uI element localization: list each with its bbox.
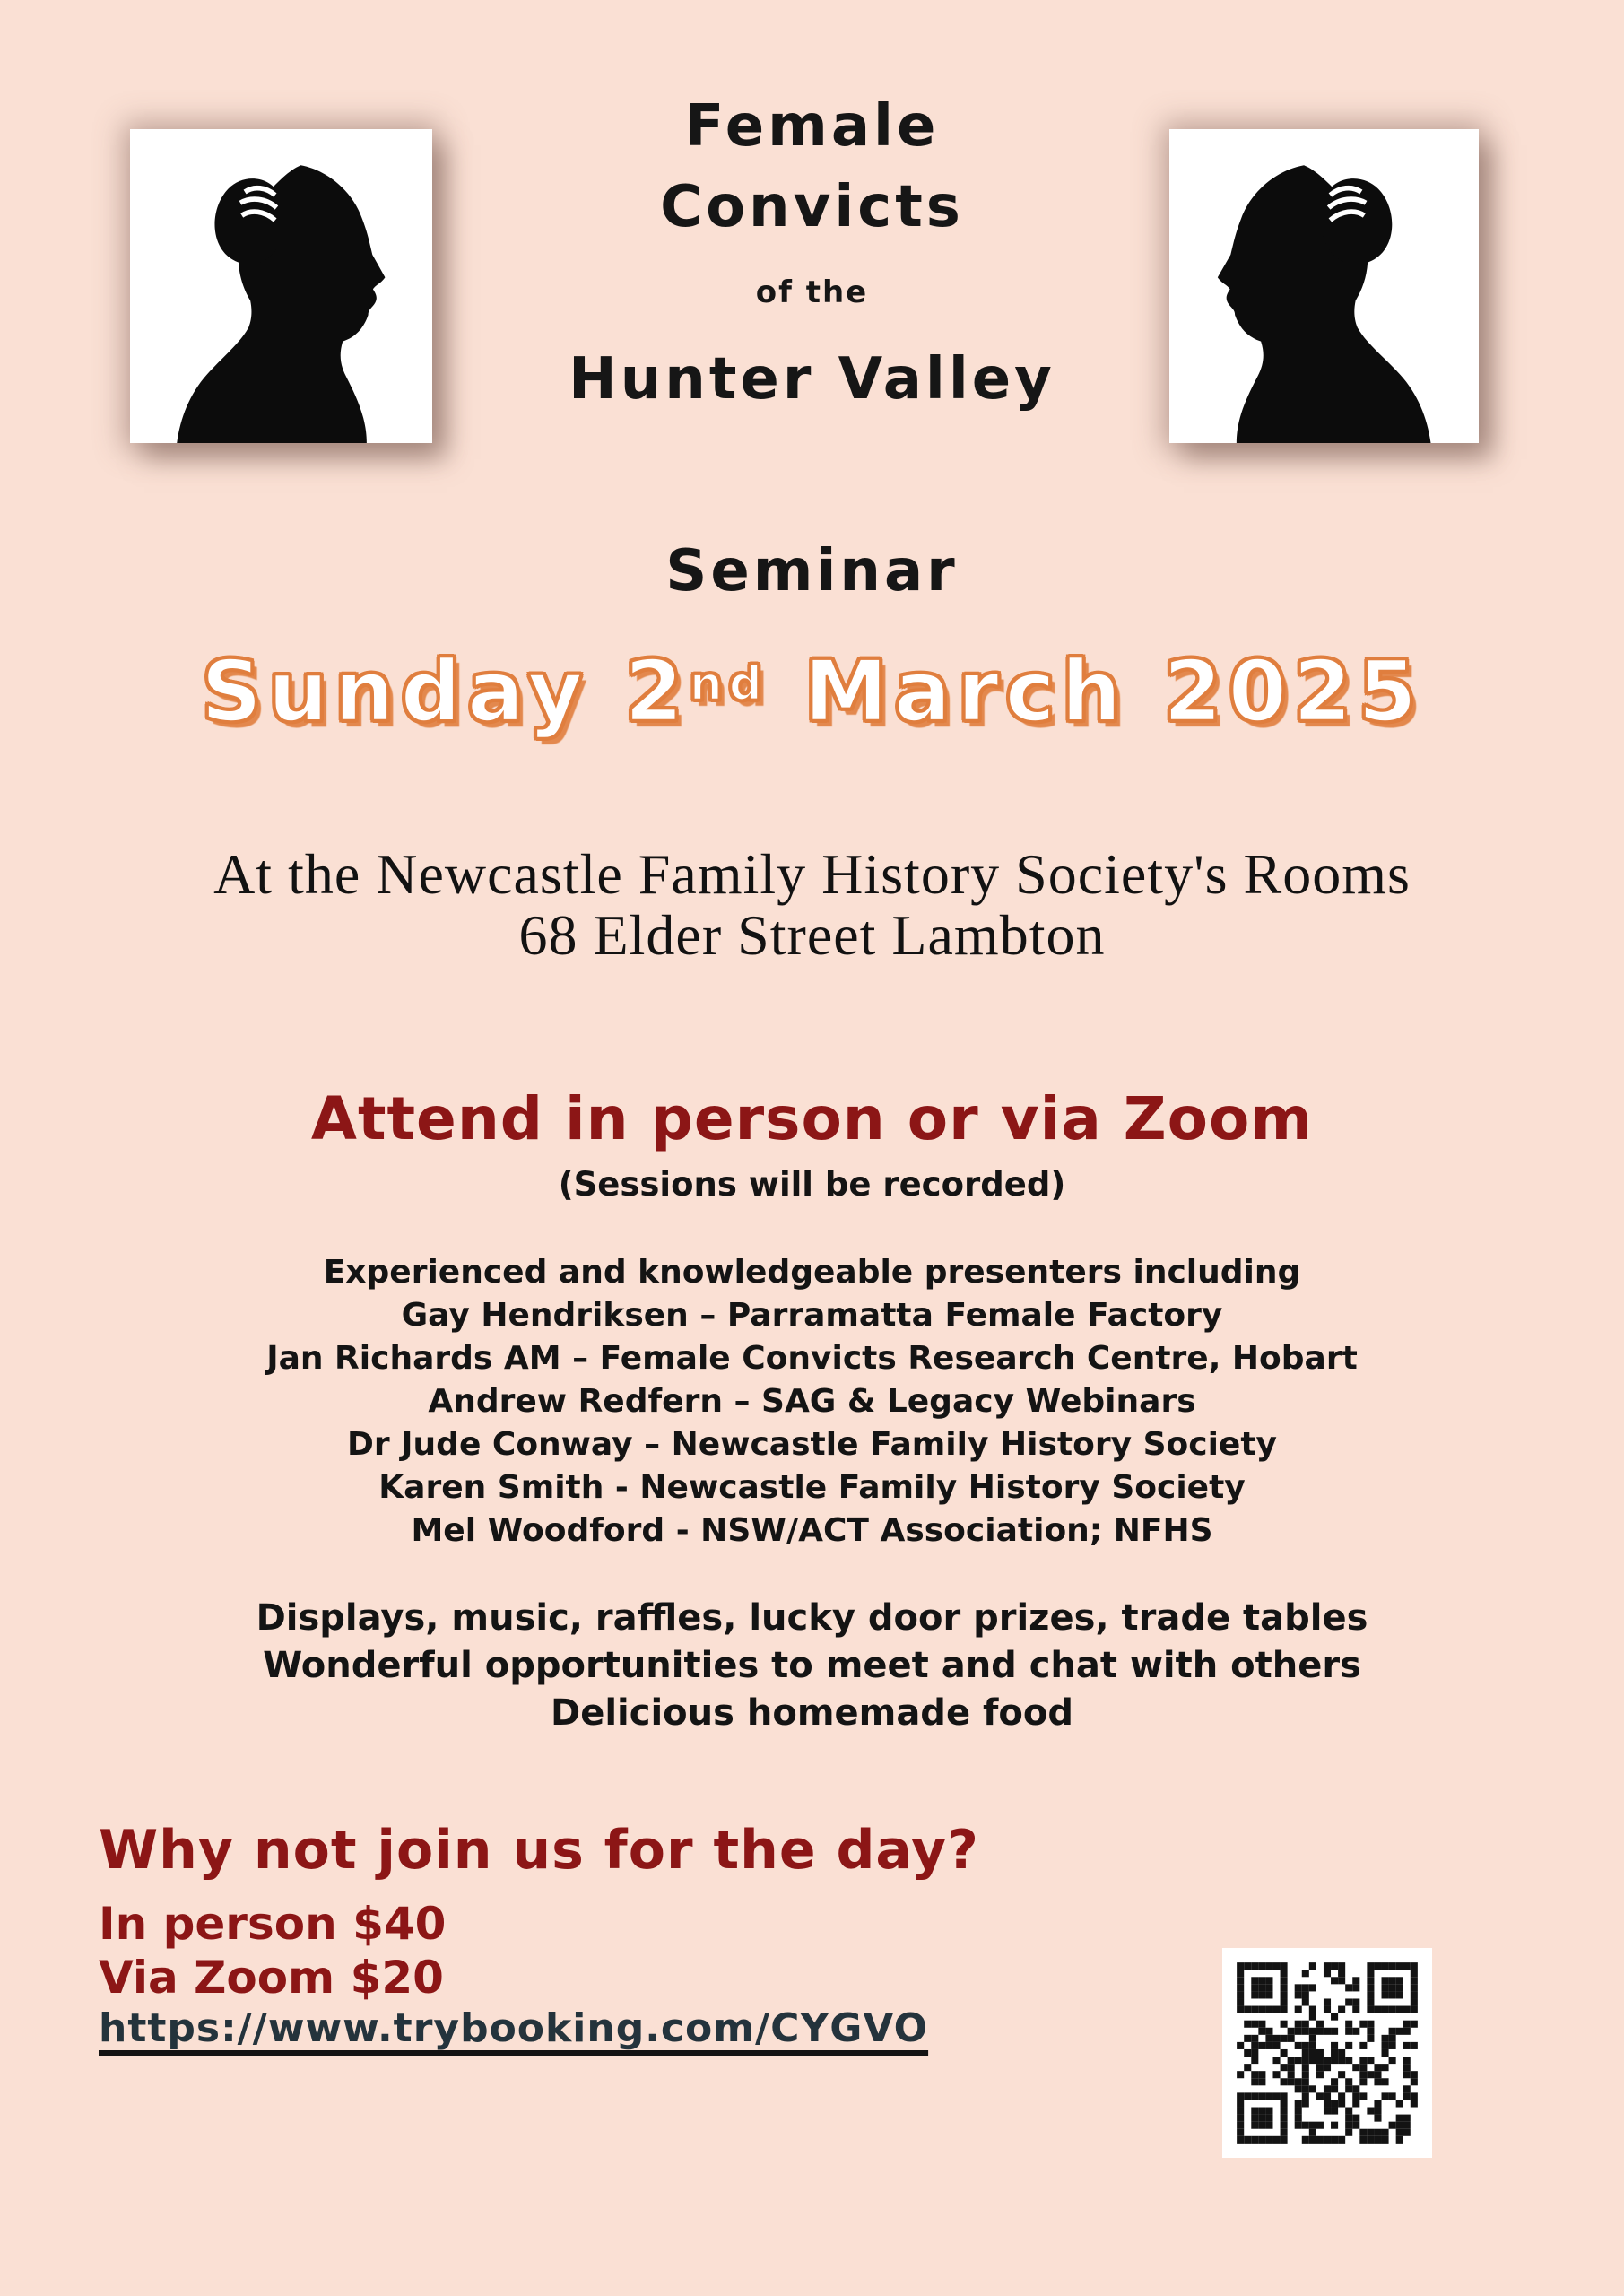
presenters-intro: Experienced and knowledgeable presenters including [323, 1254, 1301, 1291]
price-via-zoom: Via Zoom $20 [99, 1952, 444, 2004]
join-heading: Why not join us for the day? [99, 1819, 979, 1882]
venue-line-2: 68 Elder Street Lambton [518, 903, 1106, 967]
highlight-line: Wonderful opportunities to meet and chat with others [263, 1645, 1361, 1686]
presenter-line: Jan Richards AM – Female Convicts Research Centre, Hobart [266, 1340, 1358, 1377]
title-hunter-valley: Hunter Valley [569, 346, 1055, 413]
recording-note: (Sessions will be recorded) [558, 1165, 1066, 1204]
event-date-prefix: Sunday 2 [201, 643, 690, 741]
price-in-person: In person $40 [99, 1898, 447, 1950]
highlights-list [0, 1595, 1624, 1737]
title-word-female: Female [684, 93, 940, 160]
title-seminar: Seminar [665, 538, 959, 604]
event-date-ordinal: nd [689, 657, 769, 711]
presenter-line: Andrew Redfern – SAG & Legacy Webinars [428, 1383, 1196, 1420]
highlight-line: Delicious homemade food [551, 1692, 1073, 1734]
presenters-list [0, 1251, 1624, 1552]
presenter-line: Mel Woodford - NSW/ACT Association; NFHS [411, 1512, 1213, 1549]
attend-heading: Attend in person or via Zoom [310, 1084, 1314, 1153]
title-of-the: of the [755, 274, 869, 310]
venue-address [0, 844, 1624, 966]
event-date [0, 643, 1624, 741]
qr-code [1222, 1948, 1432, 2158]
booking-link[interactable]: https://www.trybooking.com/CYGVO [99, 2005, 929, 2051]
presenter-line: Karen Smith - Newcastle Family History Society [378, 1469, 1246, 1506]
presenter-line: Dr Jude Conway – Newcastle Family History Society [346, 1426, 1278, 1463]
presenter-line: Gay Hendriksen – Parramatta Female Factory [401, 1297, 1223, 1334]
venue-line-1: At the Newcastle Family History Society's Rooms [213, 842, 1411, 906]
title-word-convicts: Convicts [660, 174, 964, 240]
event-date-suffix: March 2025 [768, 643, 1423, 741]
highlight-line: Displays, music, raffles, lucky door prizes, trade tables [256, 1597, 1368, 1639]
